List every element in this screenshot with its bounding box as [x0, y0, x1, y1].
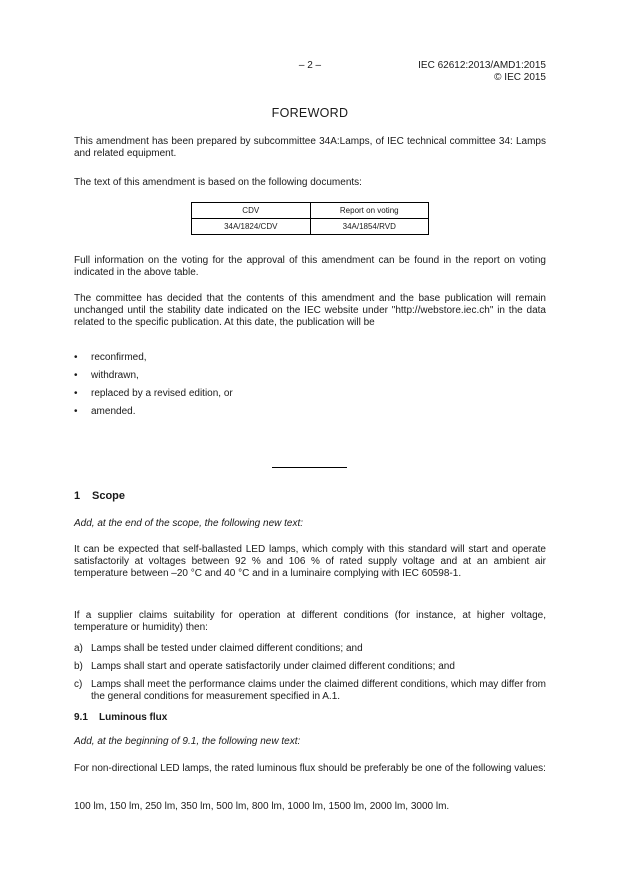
foreword-based-on: The text of this amendment is based on the following documents: — [74, 177, 362, 188]
foreword-full-info: Full information on the voting for the approval of this amendment can be found in the report on voting indicated in the above table. — [74, 255, 546, 279]
table-cell-rvd: 34A/1854/RVD — [310, 219, 429, 235]
document-id: IEC 62612:2013/AMD1:2015 — [418, 60, 546, 71]
table-header-report: Report on voting — [310, 203, 429, 219]
voting-documents-table — [191, 202, 429, 235]
bullet-icon: • — [74, 370, 78, 381]
table-cell-cdv: 34A/1824/CDV — [192, 219, 311, 235]
table-row — [192, 219, 429, 235]
scope-para-1: It can be expected that self-ballasted LED lamps, which comply with this standard will start and operate satisfactorily at voltages between 92 % and 106 % of rated supply voltage and at an ambient air temperature between –20 °C and 40 °C and in a luminaire complying with IEC 60598-1. — [74, 544, 546, 580]
luminous-flux-para: For non-directional LED lamps, the rated luminous flux should be preferably be one of the following values: — [74, 763, 546, 774]
luminous-flux-values: 100 lm, 150 lm, 250 lm, 350 lm, 500 lm, 800 lm, 1000 lm, 1500 lm, 2000 lm, 3000 lm. — [74, 801, 450, 812]
section-title: Scope — [92, 490, 126, 502]
table-header-row — [192, 203, 429, 219]
section-number: 9.1 — [74, 712, 88, 723]
page-number: – 2 – — [298, 60, 322, 71]
scope-para-2: If a supplier claims suitability for operation at different conditions (for instance, at higher voltage, temperature or humidity) then: — [74, 610, 546, 634]
section-separator — [272, 467, 347, 468]
scope-instruction: Add, at the end of the scope, the following new text: — [74, 518, 304, 529]
foreword-committee: The committee has decided that the contents of this amendment and the base publication will remain unchanged until the stability date indicated on the IEC website under "http://webstore.iec.ch" in the data related to the specific publication. At this date, the publication will be — [74, 293, 546, 329]
bullet-icon: • — [74, 388, 78, 399]
luminous-flux-instruction: Add, at the beginning of 9.1, the following new text: — [74, 736, 301, 747]
section-number: 1 — [74, 490, 81, 502]
document-reference — [418, 60, 546, 84]
bullet-icon: • — [74, 352, 78, 363]
table-header-cdv: CDV — [192, 203, 311, 219]
foreword-title: FOREWORD — [271, 106, 349, 120]
foreword-intro: This amendment has been prepared by subcommittee 34A:Lamps, of IEC technical committee 34: Lamps and related equipment. — [74, 136, 546, 160]
section-title: Luminous flux — [99, 712, 168, 723]
copyright-notice: © IEC 2015 — [494, 72, 546, 83]
bullet-icon: • — [74, 406, 78, 417]
